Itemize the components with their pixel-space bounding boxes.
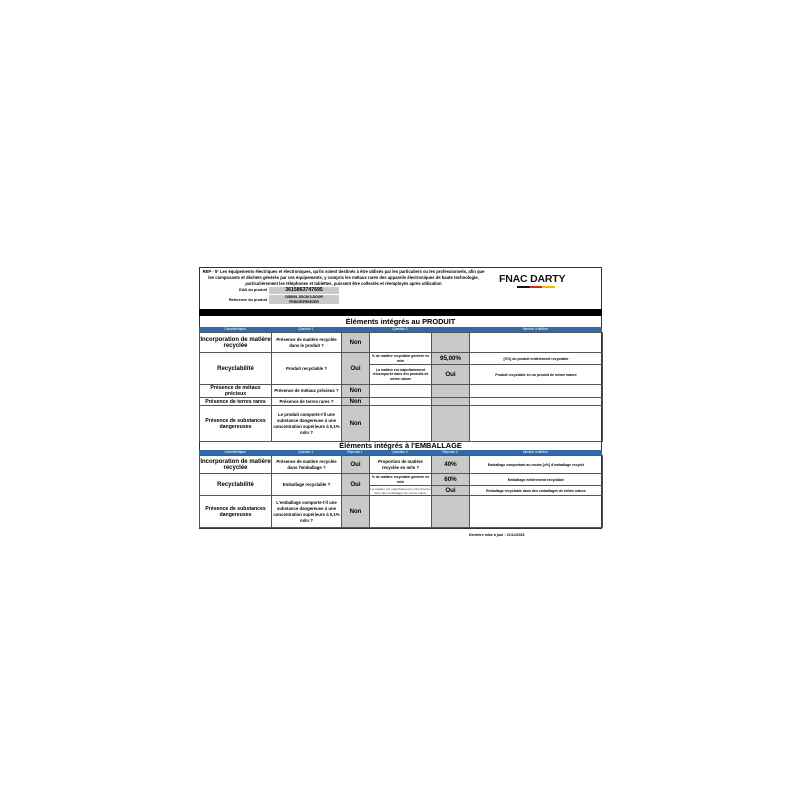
ean-value: 3615863747695 bbox=[269, 287, 339, 294]
produit-reincorporation-answer: Oui bbox=[432, 365, 470, 385]
empty-cell bbox=[470, 385, 603, 398]
emballage-header-2: Question 1 bbox=[298, 450, 314, 454]
emballage-header-4: Question 2 bbox=[392, 450, 408, 454]
emballage-section-title: Éléments intégrés à l'EMBALLAGE bbox=[339, 441, 462, 450]
empty-cell bbox=[370, 398, 432, 406]
emballage-proportion-question: Proportion de matière recyclée en m/m ? bbox=[370, 456, 432, 474]
produit-recyclabilite-question: Produit recyclable ? bbox=[272, 353, 342, 385]
empty-cell bbox=[470, 496, 603, 528]
emballage-header-3: Réponse 1 bbox=[347, 450, 363, 454]
ref-value-line1: DG800L SSCM 3-DOOR bbox=[285, 295, 323, 299]
emballage-recyclable-percent-answer: 60% bbox=[432, 474, 470, 486]
black-separator bbox=[199, 309, 602, 316]
produit-metaux-label: Présence de métaux précieux bbox=[200, 385, 272, 398]
empty-answer-cell bbox=[432, 496, 470, 528]
empty-answer-cell bbox=[432, 398, 470, 406]
produit-incorporation-question: Présence de matière recyclée dans le produit ? bbox=[272, 333, 342, 353]
empty-cell bbox=[370, 406, 432, 442]
last-updated: Dernière mise à jour : 21/12/2021 bbox=[469, 533, 525, 537]
emballage-substances-answer: Non bbox=[342, 496, 370, 528]
emballage-proportion-answer: 40% bbox=[432, 456, 470, 474]
produit-recyclable-percent-answer: 95,00% bbox=[432, 353, 470, 365]
fnac-darty-logo: FNAC DARTY bbox=[499, 273, 566, 285]
emballage-table bbox=[199, 455, 603, 528]
emballage-reincorporation-mention: Emballage recyclable dans des emballages de même nature bbox=[470, 486, 603, 496]
produit-section-title: Éléments intégrés au PRODUIT bbox=[345, 317, 456, 326]
empty-answer-cell bbox=[432, 333, 470, 353]
empty-cell bbox=[470, 406, 603, 442]
emballage-header-6: Mention à afficher bbox=[522, 450, 549, 454]
produit-recyclabilite-answer: Oui bbox=[342, 353, 370, 385]
produit-table bbox=[199, 332, 603, 442]
empty-answer-cell bbox=[432, 406, 470, 442]
produit-substances-question: Le produit comporte-t'il une substance dangereuse à une concentration supérieure à 0,1% m/m ? bbox=[272, 406, 342, 442]
emballage-recyclable-percent-question: % de matière recyclable générée en m/m bbox=[370, 474, 432, 486]
intro-text: REP - 5° Les équipements électriques et électroniques, qu'ils soient destinés à être utilisés par les particuliers ou les professionnels, afin que les composants et déchets générés par ces équipements, y compris les métaux rares des appareils électroniques de haute technologie, particulièrement les téléphones et tablettes, puissent être collectés et réemployés après utilisation bbox=[202, 269, 485, 286]
ref-value-line2: FRIDGE/FREEZER bbox=[289, 299, 319, 304]
produit-terres-question: Présence de terres rares ? bbox=[272, 398, 342, 406]
empty-cell bbox=[470, 333, 603, 353]
produit-header-1: Caractéristique bbox=[224, 327, 246, 331]
produit-reincorporation-question: La matière est majoritairement réincorporée dans des produits de même nature bbox=[370, 365, 432, 385]
emballage-substances-label: Présence de substances dangereuses bbox=[200, 496, 272, 528]
produit-substances-label: Présence de substances dangereuses bbox=[200, 406, 272, 442]
table-row bbox=[200, 398, 603, 406]
table-row bbox=[200, 406, 603, 442]
emballage-incorporation-question: Présence de matière recyclée dans l'emballage ? bbox=[272, 456, 342, 474]
emballage-incorporation-answer: Oui bbox=[342, 456, 370, 474]
emballage-header-1: Caractéristique bbox=[224, 450, 246, 454]
ean-label: EAN du produit bbox=[239, 288, 267, 292]
produit-recyclable-percent-question: % de matière recyclable générée en m/m bbox=[370, 353, 432, 365]
emballage-substances-question: L'emballage comporte-t'il une substance dangereuse à une concentration supérieure à 0,1% m/m ? bbox=[272, 496, 342, 528]
produit-reincorporation-mention: Produit recyclable en un produit de même nature bbox=[470, 365, 603, 385]
produit-recyclable-mention: [X%] du produit entièrement recyclable bbox=[470, 353, 603, 365]
table-row bbox=[200, 385, 603, 398]
table-row bbox=[200, 333, 603, 353]
emballage-recyclabilite-answer: Oui bbox=[342, 474, 370, 496]
emballage-proportion-mention: Emballage comportant au moins [x%] d'emballage recyclé bbox=[470, 456, 603, 474]
ref-label: Reference du produit bbox=[228, 298, 267, 302]
table-row bbox=[200, 456, 603, 474]
empty-cell bbox=[470, 398, 603, 406]
empty-cell bbox=[370, 496, 432, 528]
emballage-header-5: Réponse 2 bbox=[442, 450, 458, 454]
logo-color-bar bbox=[517, 286, 555, 288]
ref-value bbox=[269, 295, 339, 304]
emballage-recyclabilite-question: Emballage recyclable ? bbox=[272, 474, 342, 496]
produit-header-6: Mention à afficher bbox=[522, 327, 549, 331]
produit-metaux-question: Présence de métaux précieux ? bbox=[272, 385, 342, 398]
table-row bbox=[200, 353, 603, 365]
produit-incorporation-answer: Non bbox=[342, 333, 370, 353]
empty-cell bbox=[370, 385, 432, 398]
table-row bbox=[200, 496, 603, 528]
produit-recyclabilite-label: Recyclabilité bbox=[200, 353, 272, 385]
produit-incorporation-label: Incorporation de matière recyclée bbox=[200, 333, 272, 353]
emballage-reincorporation-question: La matière est majoritairement réincorporée dans des emballages de même nature bbox=[370, 486, 431, 495]
produit-metaux-answer: Non bbox=[342, 385, 370, 398]
produit-terres-answer: Non bbox=[342, 398, 370, 406]
produit-substances-answer: Non bbox=[342, 406, 370, 442]
empty-cell bbox=[370, 333, 432, 353]
table-row bbox=[200, 474, 603, 486]
produit-header-4: Question 2 bbox=[392, 327, 408, 331]
empty-answer-cell bbox=[432, 385, 470, 398]
product-sheet bbox=[199, 267, 602, 544]
emballage-recyclabilite-label: Recyclabilité bbox=[200, 474, 272, 496]
emballage-reincorporation-answer: Oui bbox=[432, 486, 470, 496]
emballage-recyclable-mention: Emballage entièrement recyclable bbox=[470, 474, 603, 486]
emballage-incorporation-label: Incorporation de matière recyclée bbox=[200, 456, 272, 474]
produit-header-2: Question 1 bbox=[298, 327, 314, 331]
produit-terres-label: Présence de terres rares bbox=[200, 398, 272, 406]
